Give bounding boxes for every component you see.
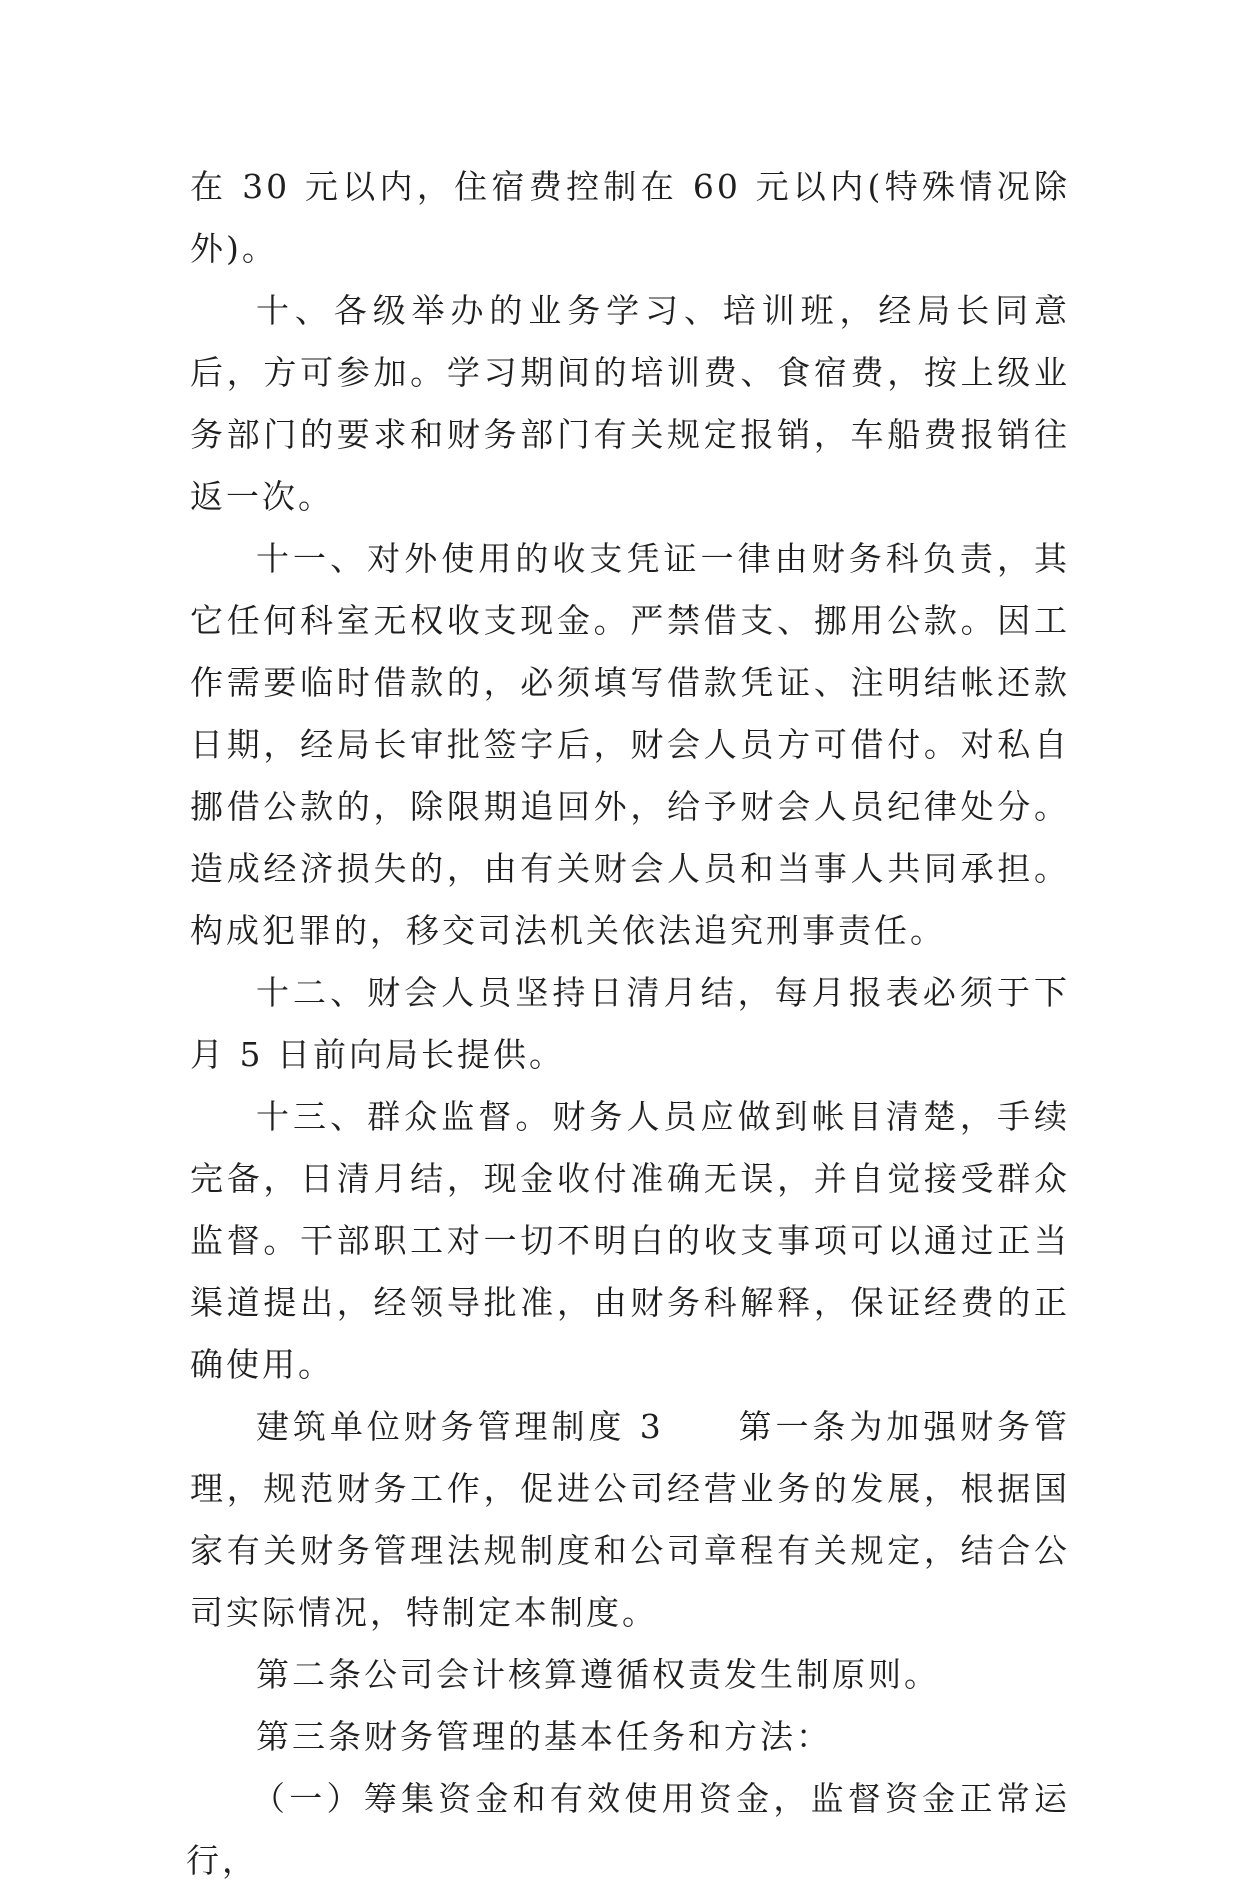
paragraph-article-2: 第二条公司会计核算遵循权责发生制原则。 bbox=[256, 1655, 940, 1694]
paragraph-continuation: 在 30 元以内，住宿费控制在 60 元以内(特殊情况除外)。 bbox=[190, 167, 1070, 268]
paragraph-item-11: 十一、对外使用的收支凭证一律由财务科负责，其它任何科室无权收支现金。严禁借支、挪用公款。因工作需要临时借款的，必须填写借款凭证、注明结帐还款日期，经局长审批签字后，财会人员方可借付。对私自挪借公款的，除限期追回外，给予财会人员纪律处分。造成经济损失的，由有关财会人员和当事人共同承担。构成犯罪的，移交司法机关依法追究刑事责任。 bbox=[190, 539, 1070, 950]
paragraph-subitem-1: （一）筹集资金和有效使用资金，监督资金正常运行， bbox=[186, 1779, 1070, 1880]
paragraph-article-3: 第三条财务管理的基本任务和方法： bbox=[256, 1717, 832, 1756]
paragraph-item-10: 十、各级举办的业务学习、培训班，经局长同意后，方可参加。学习期间的培训费、食宿费，按上级业务部门的要求和财务部门有关规定报销，车船费报销往返一次。 bbox=[190, 291, 1070, 516]
paragraph-article-1: 建筑单位财务管理制度 3 第一条为加强财务管理，规范财务工作，促进公司经营业务的发展，根据国家有关财务管理法规制度和公司章程有关规定，结合公司实际情况，特制定本制度。 bbox=[190, 1407, 1070, 1632]
paragraph-item-12: 十二、财会人员坚持日清月结，每月报表必须于下月 5 日前向局长提供。 bbox=[190, 973, 1070, 1074]
paragraph-item-13: 十三、群众监督。财务人员应做到帐目清楚，手续完备，日清月结，现金收付准确无误，并自觉接受群众监督。干部职工对一切不明白的收支事项可以通过正当渠道提出，经领导批准，由财务科解释，保证经费的正确使用。 bbox=[190, 1097, 1070, 1384]
document-body bbox=[186, 156, 1070, 1892]
